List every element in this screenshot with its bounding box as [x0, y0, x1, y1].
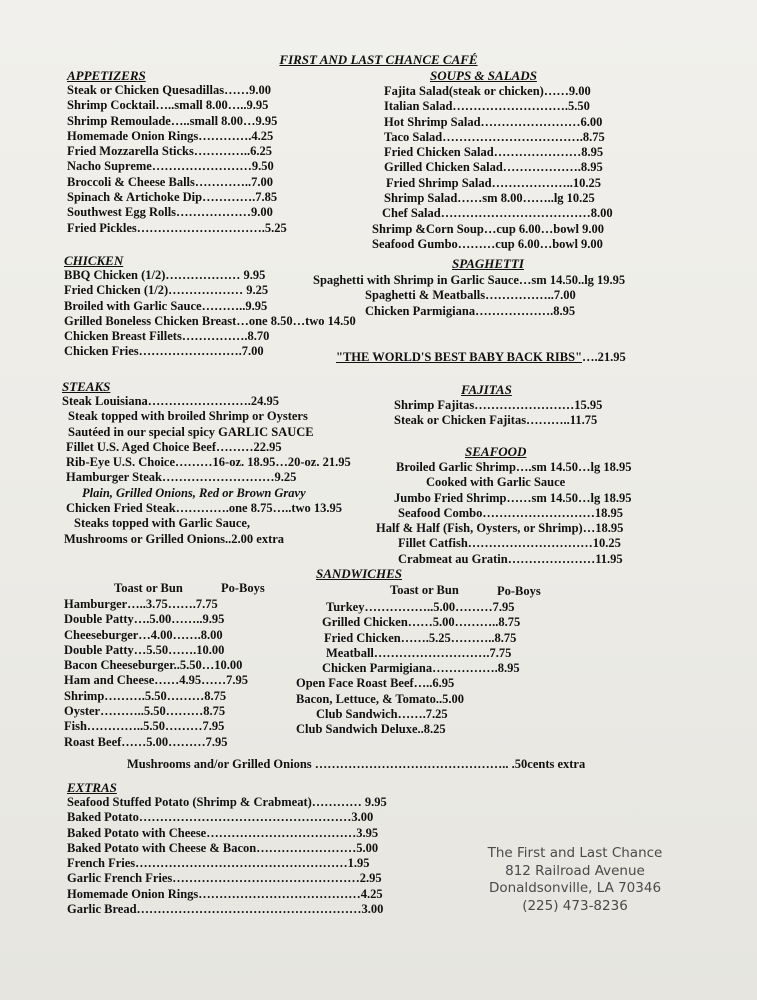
- menu-item: Nacho Supreme……………………9.50: [67, 159, 274, 174]
- menu-item: Italian Salad……………………….5.50: [384, 99, 590, 114]
- menu-item: Meatball……………………….7.75: [326, 645, 512, 660]
- menu-item: Steak topped with broiled Shrimp or Oysters: [68, 409, 308, 424]
- right-header-poboys: Po-Boys: [497, 584, 541, 598]
- menu-item: Fried Shrimp Salad………………..10.25: [386, 175, 601, 190]
- menu-item: Seafood Gumbo………cup 6.00…bowl 9.00: [372, 236, 603, 251]
- appetizers-heading: APPETIZERS: [67, 68, 146, 83]
- soups-heading-wrap: [430, 68, 537, 83]
- menu-item: Fried Chicken (1/2)……………… 9.25: [64, 283, 269, 298]
- sandwiches-heading: SANDWICHES: [316, 566, 402, 581]
- menu-item: Fajita Salad(steak or chicken)……9.00: [384, 84, 591, 98]
- menu-item: Garlic Bread………………………………………………3.00: [67, 902, 384, 917]
- menu-item: Hamburger…..3.75…….7.75: [64, 597, 218, 611]
- menu-item: Steaks topped with Garlic Sauce,: [74, 516, 251, 531]
- address-stamp: [470, 845, 680, 915]
- menu-item: Chicken Fries…………………….7.00: [64, 344, 264, 359]
- menu-item: Spaghetti with Shrimp in Garlic Sauce…sm 14.50..lg 19.95: [313, 273, 626, 287]
- menu-item: Steak Louisiana…………………….24.95: [62, 394, 280, 408]
- ribs-price: ….21.95: [582, 350, 626, 364]
- menu-item: Grilled Chicken……5.00………..8.75: [322, 615, 521, 630]
- menu-item: Hot Shrimp Salad……………………6.00: [384, 114, 603, 129]
- menu-item: Fish…………..5.50………7.95: [64, 719, 225, 734]
- menu-item: Shrimp Remoulade…..small 8.00…9.95: [67, 113, 278, 128]
- steaks-section: [62, 379, 351, 547]
- menu-item: Hamburger Steak………………………9.25: [66, 470, 297, 485]
- menu-item: Fried Mozzarella Sticks…………..6.25: [67, 144, 272, 159]
- menu-title: FIRST AND LAST CHANCE CAFÉ: [279, 52, 478, 67]
- ribs-name: "THE WORLD'S BEST BABY BACK RIBS": [336, 350, 583, 364]
- menu-item: Shrimp Fajitas……………………15.95: [394, 398, 603, 412]
- menu-item: Ham and Cheese……4.95……7.95: [64, 673, 249, 688]
- menu-item: Homemade Onion Rings…………………………………4.25: [67, 886, 383, 901]
- soups-heading: SOUPS & SALADS: [430, 68, 537, 83]
- menu-item: Chicken Parmigiana…………….8.95: [322, 661, 520, 676]
- menu-item: Open Face Roast Beef…..6.95: [296, 676, 455, 691]
- seafood-heading: SEAFOOD: [465, 444, 527, 459]
- menu-item: Fillet U.S. Aged Choice Beef………22.95: [66, 439, 282, 454]
- menu-item: Chicken Parmigiana……………….8.95: [365, 303, 576, 318]
- address-phone: (225) 473-8236: [522, 897, 628, 914]
- menu-item: Grilled Boneless Chicken Breast…one 8.50…two 14.50: [64, 313, 356, 328]
- menu-item: Taco Salad…………………………….8.75: [384, 129, 605, 144]
- menu-item: Jumbo Fried Shrimp……sm 14.50…lg 18.95: [394, 490, 632, 505]
- menu-item: Club Sandwich…….7.25: [316, 707, 448, 722]
- menu-item: Broccoli & Cheese Balls…………..7.00: [67, 174, 273, 189]
- menu-item: Bacon Cheeseburger..5.50…10.00: [64, 658, 243, 673]
- sandwiches-left: [64, 597, 248, 750]
- spaghetti-section: [313, 273, 625, 319]
- menu-item: Spaghetti & Meatballs……………..7.00: [365, 288, 576, 303]
- left-header-toast: Toast or Bun: [114, 581, 183, 595]
- sandwiches-footer: Mushrooms and/or Grilled Onions ……………………………………….. .50cents extra: [127, 757, 586, 771]
- menu-item: Baked Potato……………………………………………3.00: [67, 810, 374, 825]
- left-header-poboys: Po-Boys: [221, 581, 265, 595]
- ribs-row: [336, 350, 626, 365]
- spaghetti-heading: SPAGHETTI: [452, 256, 524, 271]
- chicken-heading: CHICKEN: [64, 253, 124, 268]
- soups-section: [372, 84, 613, 252]
- fajitas-section: [394, 398, 602, 429]
- menu-item: Half & Half (Fish, Oysters, or Shrimp)…18.95: [376, 521, 624, 536]
- right-header-toast: Toast or Bun: [390, 583, 459, 597]
- menu-item: Turkey……………..5.00………7.95: [326, 600, 515, 614]
- menu-item: Sautéed in our special spicy GARLIC SAUCE: [68, 424, 314, 439]
- extras-section: [67, 780, 387, 917]
- menu-item: Fried Pickles………………………….5.25: [67, 220, 287, 235]
- menu-item: Shrimp &Corn Soup…cup 6.00…bowl 9.00: [372, 221, 604, 236]
- menu-item: Homemade Onion Rings………….4.25: [67, 128, 274, 143]
- fajitas-heading-wrap: [461, 382, 512, 397]
- menu-item: Shrimp……….5.50………8.75: [64, 688, 227, 703]
- menu-item: Cheeseburger…4.00…….8.00: [64, 627, 223, 642]
- menu-item: Southwest Egg Rolls………………9.00: [67, 205, 273, 220]
- menu-item: Shrimp Salad……sm 8.00……..lg 10.25: [384, 191, 595, 206]
- menu-item: Fried Chicken Salad…………………8.95: [384, 145, 604, 160]
- appetizers-section: [67, 68, 287, 236]
- address-city: Donaldsonville, LA 70346: [488, 880, 662, 896]
- menu-item: Rib-Eye U.S. Choice………16-oz. 18.95…20-oz. 21.95: [66, 455, 351, 470]
- sandwiches-heading-wrap: [316, 566, 402, 581]
- menu-item: Crabmeat au Gratin…………………11.95: [398, 551, 623, 566]
- menu-item: Shrimp Cocktail…..small 8.00…..9.95: [67, 98, 269, 113]
- menu-item: Plain, Grilled Onions, Red or Brown Gravy: [82, 485, 306, 500]
- menu-item: Mushrooms or Grilled Onions..2.00 extra: [64, 531, 285, 546]
- menu-item: Fried Chicken…….5.25………..8.75: [324, 630, 517, 645]
- menu-item: Cooked with Garlic Sauce: [426, 475, 566, 490]
- menu-item: Baked Potato with Cheese & Bacon……………………5.00: [67, 840, 379, 855]
- seafood-heading-wrap: [465, 444, 526, 459]
- menu-item: Baked Potato with Cheese………………………………3.95: [67, 825, 379, 840]
- menu-item: Steak or Chicken Quesadillas……9.00: [67, 83, 271, 97]
- menu-item: Seafood Combo………………………18.95: [398, 505, 624, 520]
- menu-item: Steak or Chicken Fajitas………..11.75: [394, 413, 598, 428]
- steaks-heading: STEAKS: [62, 379, 111, 394]
- ribs-line: [336, 350, 626, 365]
- address-name: The First and Last Chance: [487, 845, 663, 861]
- menu-item: Broiled with Garlic Sauce………..9.95: [64, 298, 268, 313]
- menu-item: Bacon, Lettuce, & Tomato..5.00: [296, 691, 465, 706]
- menu-item: Grilled Chicken Salad……………….8.95: [384, 160, 603, 175]
- address-street: 812 Railroad Avenue: [505, 862, 645, 879]
- spaghetti-heading-wrap: [452, 256, 524, 271]
- menu-item: Club Sandwich Deluxe..8.25: [296, 722, 446, 737]
- extras-heading: EXTRAS: [67, 780, 117, 795]
- menu-item: Chicken Breast Fillets…………….8.70: [64, 329, 270, 344]
- menu-item: Seafood Stuffed Potato (Shrimp & Crabmeat)………… 9.95: [67, 795, 387, 809]
- menu-item: Double Patty….5.00……..9.95: [64, 612, 225, 627]
- seafood-section: [376, 460, 632, 567]
- sandwiches-right: [296, 600, 520, 738]
- menu-item: BBQ Chicken (1/2)……………… 9.95: [64, 268, 266, 282]
- menu-item: Fillet Catfish…………………………10.25: [398, 536, 621, 551]
- menu-item: Chef Salad………………………………8.00: [382, 206, 613, 221]
- fajitas-heading: FAJITAS: [461, 382, 512, 397]
- menu-item: Garlic French Fries………………………………………2.95: [67, 871, 382, 886]
- menu-item: Roast Beef……5.00………7.95: [64, 734, 228, 749]
- menu-item: Broiled Garlic Shrimp….sm 14.50…lg 18.95: [396, 460, 632, 474]
- menu-item: Oyster………..5.50………8.75: [64, 704, 226, 719]
- menu-item: Double Patty…5.50…….10.00: [64, 642, 225, 657]
- menu-item: Chicken Fried Steak………….one 8.75…..two 13.95: [66, 501, 343, 516]
- chicken-section: [64, 253, 356, 360]
- menu-item: Spinach & Artichoke Dip………….7.85: [67, 190, 278, 205]
- menu-item: French Fries……………………………………………1.95: [67, 856, 370, 871]
